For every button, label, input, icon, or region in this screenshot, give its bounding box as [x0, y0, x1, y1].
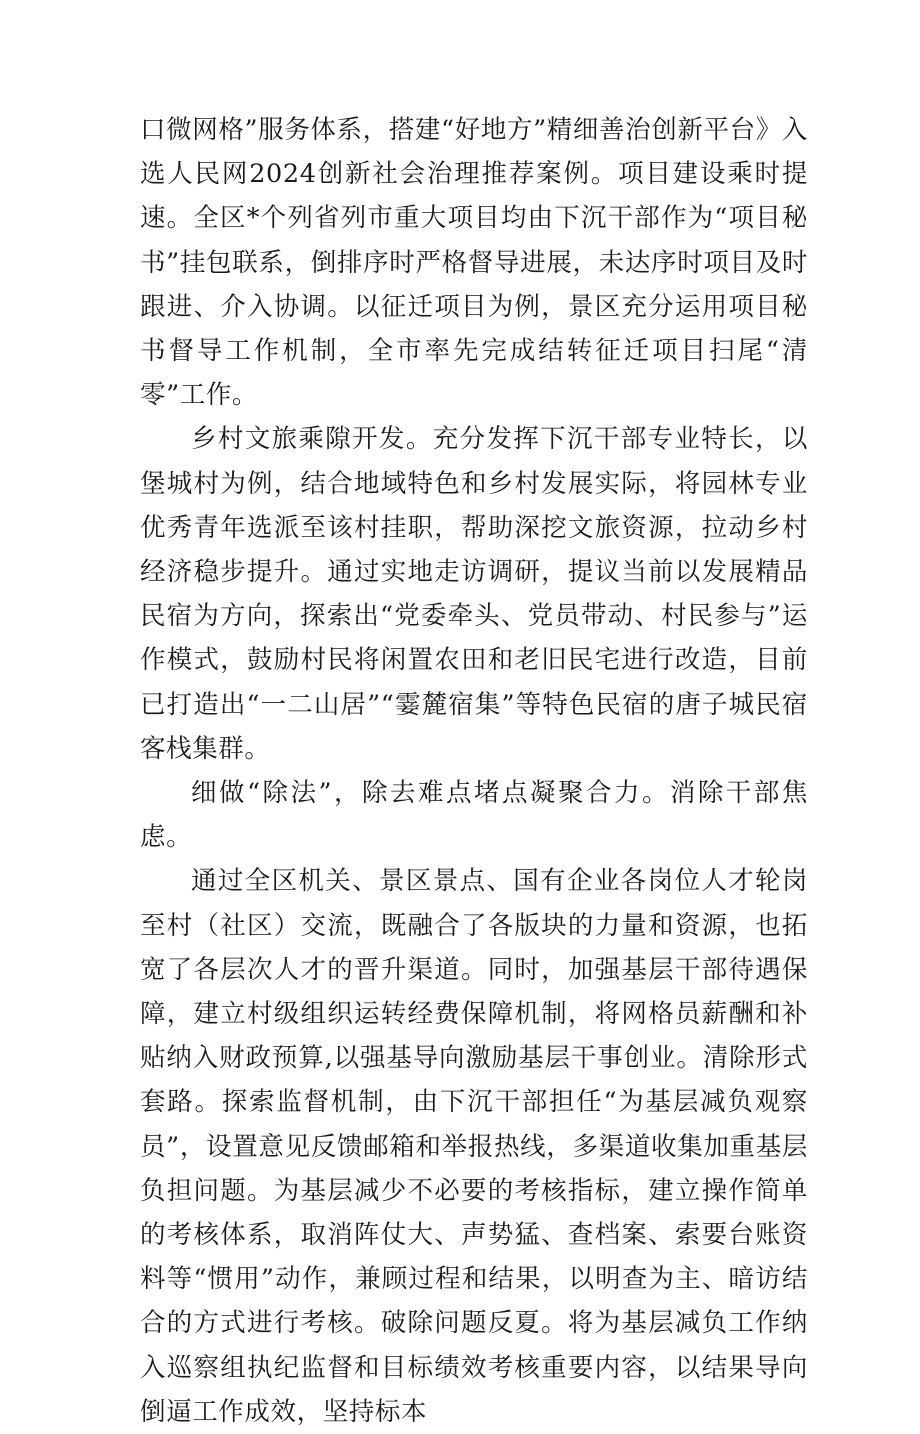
paragraph-rural-tourism: 乡村文旅乘隙开发。充分发挥下沉干部专业特长，以堡城村为例，结合地域特色和乡村发展实际，将园林专业优秀青年选派至该村挂职，帮助深挖文旅资源，拉动乡村经济稳步提升。通过实地走访调研，提议当前以发展精品民宿为方向，探索出“党委牵头、党员带动、村民参与”运作模式，鼓励村民将闲置农田和老旧民宅进行改造，目前已打造出“一二山居”“霎麓宿集”等特色民宿的唐子城民宿客栈集群。 [140, 424, 808, 764]
paragraph-project-cases: 口微网格”服务体系，搭建“好地方”精细善治创新平台》入选人民网2024创新社会治理推荐案例。项目建设乘时提速。全区*个列省列市重大项目均由下沉干部作为“项目秘书”挂包联系，倒排序时严格督导进展，未达序时项目及时跟进、介入协调。以征迁项目为例，景区充分运用项目秘书督导工作机制，全市率先完成结转征迁项目扫尾“清零”工作。 [140, 115, 808, 411]
document-body [140, 108, 808, 1434]
paragraph-division-heading: 细做“除法”，除去难点堵点凝聚合力。消除干部焦虑。 [140, 778, 808, 853]
paragraph-talent-rotation: 通过全区机关、景区景点、国有企业各岗位人才轮岗至村（社区）交流，既融合了各版块的力量和资源，也拓宽了各层次人才的晋升渠道。同时，加强基层干部待遇保障，建立村级组织运转经费保障机制，将网格员薪酬和补贴纳入财政预算,以强基导向激励基层干事创业。清除形式套路。探索监督机制，由下沉干部担任“为基层减负观察员”，设置意见反馈邮箱和举报热线，多渠道收集加重基层负担问题。为基层减少不必要的考核指标，建立操作简单的考核体系，取消阵仗大、声势猛、查档案、索要台账资料等“惯用”动作，兼顾过程和结果，以明查为主、暗访结合的方式进行考核。破除问题反夏。将为基层减负工作纳入巡察组执纪监督和目标绩效考核重要内容，以结果导向倒逼工作成效，坚持标本 [140, 866, 808, 1427]
